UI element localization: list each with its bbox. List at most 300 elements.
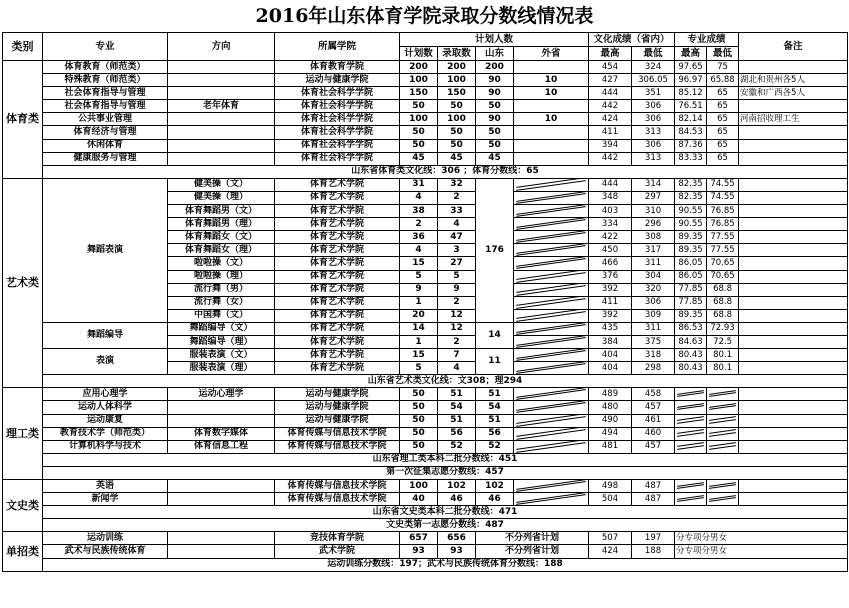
table-cell: 英语 [43,480,168,493]
table-cell: 流行舞（女） [168,296,275,309]
header-admit-count: 录取数 [438,47,476,61]
table-cell: 313 [632,126,675,139]
table-cell: 健美操（理） [168,191,275,204]
table-cell: 社会体育指导与管理 [43,87,168,100]
table-cell: 啦啦操（文） [168,257,275,270]
table-cell [739,257,848,270]
table-cell [168,126,275,139]
table-cell: 450 [589,244,632,257]
table-cell: 9 [438,283,476,296]
table-cell [739,335,848,348]
table-cell [739,309,848,322]
table-cell: 72.5 [707,335,739,348]
table-cell [707,440,739,453]
table-cell: 服装表演（理） [168,362,275,375]
table-cell: 体育艺术学院 [275,205,400,218]
table-cell: 306.05 [632,74,675,87]
table-cell: 20 [400,309,438,322]
table-cell: 2 [400,218,438,231]
table-cell: 舞蹈编导（文） [168,322,275,335]
table-cell: 体育舞蹈女（文） [168,231,275,244]
table-cell [739,493,848,506]
table-cell: 5 [438,270,476,283]
table-cell [168,532,275,545]
table-cell: 150 [438,87,476,100]
table-cell: 65.88 [707,74,739,87]
table-cell: 102 [476,480,514,493]
table-cell [675,414,707,427]
table-cell: 50 [400,126,438,139]
table-cell: 489 [589,388,632,401]
table-cell: 442 [589,152,632,165]
table-cell: 36 [400,231,438,244]
table-cell: 422 [589,231,632,244]
table-cell: 100 [438,113,476,126]
table-cell: 体育艺术学院 [275,178,400,191]
table-cell [168,61,275,74]
table-cell: 河南招收理工生 [739,113,848,126]
table-cell: 中国舞（文） [168,309,275,322]
table-cell: 90 [476,74,514,87]
table-cell: 84.63 [675,335,707,348]
table-cell [514,152,589,165]
table-cell [739,349,848,362]
table-cell: 10 [514,74,589,87]
table-cell: 分专项分男女 [675,545,848,558]
table-row [3,74,848,87]
header-category: 类别 [3,33,43,61]
table-cell [514,231,589,244]
table-cell: 体育舞蹈女（理） [168,244,275,257]
table-cell: 运动训练 [43,532,168,545]
table-cell: 197 [632,532,675,545]
table-cell [707,414,739,427]
table-cell [707,493,739,506]
table-cell: 52 [476,440,514,453]
table-cell: 体育艺术学院 [275,218,400,231]
table-cell: 444 [589,87,632,100]
table-cell: 435 [589,322,632,335]
table-cell [514,401,589,414]
table-cell [168,401,275,414]
table-cell: 流行舞（男） [168,283,275,296]
table-cell: 体育社会科学学院 [275,126,400,139]
table-cell: 351 [632,87,675,100]
table-cell: 3 [438,244,476,257]
table-row [3,480,848,493]
table-cell: 40 [400,493,438,506]
table-cell: 68.8 [707,309,739,322]
table-cell [514,191,589,204]
table-cell: 运动人体科学 [43,401,168,414]
table-cell: 51 [438,414,476,427]
table-cell: 444 [589,178,632,191]
table-cell: 411 [589,126,632,139]
header-pro: 专业成绩 [675,33,739,47]
table-cell: 4 [438,218,476,231]
table-cell: 体育数字媒体 [168,427,275,440]
table-cell: 77.85 [675,283,707,296]
table-cell: 200 [438,61,476,74]
table-cell: 83.33 [675,152,707,165]
table-row [3,440,848,453]
table-cell: 体育经济与管理 [43,126,168,139]
table-cell [675,493,707,506]
table-cell: 310 [632,205,675,218]
table-cell: 487 [632,480,675,493]
table-row [3,61,848,74]
table-cell [168,74,275,87]
table-cell: 50 [400,427,438,440]
table-cell: 体育社会科学学院 [275,113,400,126]
table-cell: 45 [438,152,476,165]
table-cell: 317 [632,244,675,257]
table-cell: 376 [589,270,632,283]
table-cell: 498 [589,480,632,493]
table-cell [514,61,589,74]
table-row [3,178,848,191]
table-cell: 65 [707,100,739,113]
table-cell: 87.36 [675,139,707,152]
table-cell: 56 [438,427,476,440]
table-cell: 442 [589,100,632,113]
table-cell: 86.53 [675,322,707,335]
table-row [3,100,848,113]
table-cell [514,427,589,440]
table-cell [739,480,848,493]
table-cell [168,152,275,165]
table-cell: 15 [400,257,438,270]
table-cell: 运动心理学 [168,388,275,401]
table-cell [514,480,589,493]
table-cell: 老年体育 [168,100,275,113]
table-cell [739,414,848,427]
table-cell: 404 [589,362,632,375]
table-cell: 427 [589,74,632,87]
table-cell [168,87,275,100]
category-liberal: 文史类 [3,480,43,532]
table-cell: 89.35 [675,231,707,244]
table-cell: 2 [438,296,476,309]
table-cell: 90 [476,113,514,126]
table-cell: 50 [400,388,438,401]
table-cell: 体育艺术学院 [275,257,400,270]
admission-score-table [2,32,848,572]
major-perform: 表演 [43,349,168,375]
header-plan: 计划人数 [400,33,589,47]
table-cell [739,440,848,453]
table-cell: 76.85 [707,205,739,218]
table-cell: 75 [707,61,739,74]
table-cell: 公共事业管理 [43,113,168,126]
table-cell: 84.53 [675,126,707,139]
table-cell: 50 [400,440,438,453]
table-cell: 324 [632,61,675,74]
table-cell: 运动与健康学院 [275,388,400,401]
table-cell: 150 [400,87,438,100]
table-cell: 65 [707,113,739,126]
table-cell: 10 [514,113,589,126]
table-cell: 12 [438,309,476,322]
table-cell [514,309,589,322]
table-cell: 运动与健康学院 [275,414,400,427]
table-cell: 体育教育学院 [275,61,400,74]
table-cell: 77.55 [707,231,739,244]
table-cell: 298 [632,362,675,375]
table-cell [739,427,848,440]
table-cell: 不分列省计划 [476,532,589,545]
table-cell [739,270,848,283]
table-cell: 100 [400,480,438,493]
table-cell [739,244,848,257]
table-cell [739,218,848,231]
header-plan-count: 计划数 [400,47,438,61]
shandong-choreo: 14 [476,322,514,348]
summary-row [3,375,848,388]
table-cell [514,218,589,231]
table-cell: 308 [632,231,675,244]
table-cell: 82.35 [675,178,707,191]
table-cell [514,178,589,191]
table-cell: 竞技体育学院 [275,532,400,545]
table-cell: 306 [632,139,675,152]
table-cell: 50 [400,139,438,152]
table-cell: 1 [400,296,438,309]
table-cell: 体育艺术学院 [275,309,400,322]
table-cell: 50 [438,126,476,139]
table-cell: 188 [632,545,675,558]
table-cell [739,139,848,152]
table-row [3,532,848,545]
header-college: 所属学院 [275,33,400,61]
single-summary: 运动训练分数线：197；武术与民族传统体育分数线：188 [43,558,848,571]
table-cell: 休闲体育 [43,139,168,152]
table-cell [739,178,848,191]
table-cell: 安徽和广西各5人 [739,87,848,100]
table-cell: 480 [589,401,632,414]
table-cell: 311 [632,322,675,335]
table-cell: 304 [632,270,675,283]
table-cell: 656 [438,532,476,545]
table-cell: 体育艺术学院 [275,283,400,296]
table-row [3,113,848,126]
table-cell [739,152,848,165]
table-cell [707,427,739,440]
table-cell: 体育传媒与信息技术学院 [275,440,400,453]
table-cell [675,388,707,401]
table-cell: 96.97 [675,74,707,87]
table-cell [675,427,707,440]
table-cell: 2 [438,191,476,204]
table-cell: 80.1 [707,362,739,375]
table-row [3,401,848,414]
table-cell [739,61,848,74]
table-cell: 82.14 [675,113,707,126]
table-row [3,545,848,558]
table-cell: 481 [589,440,632,453]
table-cell: 375 [632,335,675,348]
table-cell: 411 [589,296,632,309]
table-cell: 38 [400,205,438,218]
table-cell: 461 [632,414,675,427]
table-cell: 湖北和贵州各5人 [739,74,848,87]
table-cell: 93 [400,545,438,558]
table-cell: 1 [400,335,438,348]
table-cell: 50 [400,401,438,414]
table-cell: 89.35 [675,244,707,257]
table-cell: 体育舞蹈男（理） [168,218,275,231]
table-cell: 76.85 [707,218,739,231]
table-cell: 74.55 [707,178,739,191]
category-sports: 体育类 [3,61,43,179]
table-cell: 体育教育（师范类） [43,61,168,74]
table-cell: 计算机科学与技术 [43,440,168,453]
table-cell: 体育社会科学学院 [275,100,400,113]
table-cell: 100 [400,74,438,87]
table-cell: 68.8 [707,296,739,309]
table-cell [514,205,589,218]
table-cell: 12 [438,322,476,335]
table-cell: 100 [438,74,476,87]
table-cell: 新闻学 [43,493,168,506]
summary-row [3,165,848,178]
table-row [3,126,848,139]
table-cell: 15 [400,349,438,362]
table-cell: 体育社会科学学院 [275,139,400,152]
table-cell: 404 [589,349,632,362]
table-cell: 社会体育指导与管理 [43,100,168,113]
table-cell: 65 [707,126,739,139]
table-cell: 健康服务与管理 [43,152,168,165]
table-cell: 314 [632,178,675,191]
table-cell: 90.55 [675,218,707,231]
table-cell: 体育艺术学院 [275,244,400,257]
table-cell: 52 [438,440,476,453]
table-cell: 457 [632,440,675,453]
table-cell: 7 [438,349,476,362]
table-cell: 494 [589,427,632,440]
liberal-summary-1: 山东省文史类本科二批分数线：471 [43,506,848,519]
table-cell: 31 [400,178,438,191]
table-cell [514,440,589,453]
table-cell: 体育艺术学院 [275,322,400,335]
header-row-1 [3,33,848,47]
header-culture-low: 最低 [632,47,675,61]
table-cell [168,139,275,152]
major-choreo: 舞蹈编导 [43,322,168,348]
table-cell: 490 [589,414,632,427]
sports-summary: 山东省体育类文化线：306 ；体育分数线：65 [43,165,848,178]
header-pro-high: 最高 [675,47,707,61]
liberal-summary-2: 文史类第一志愿分数线：487 [43,519,848,532]
header-pro-low: 最低 [707,47,739,61]
table-cell: 72.93 [707,322,739,335]
table-cell [168,493,275,506]
table-cell: 320 [632,283,675,296]
table-cell [514,257,589,270]
category-art: 艺术类 [3,178,43,388]
table-cell [514,100,589,113]
table-cell: 啦啦操（理） [168,270,275,283]
table-cell: 306 [632,296,675,309]
table-cell: 5 [400,362,438,375]
table-cell: 80.1 [707,349,739,362]
table-cell: 运动与健康学院 [275,74,400,87]
table-cell: 体育信息工程 [168,440,275,453]
table-cell: 80.43 [675,349,707,362]
table-cell: 体育舞蹈男（文） [168,205,275,218]
table-cell: 46 [438,493,476,506]
table-row [3,388,848,401]
summary-row [3,453,848,466]
table-cell: 体育传媒与信息技术学院 [275,427,400,440]
table-cell: 体育艺术学院 [275,362,400,375]
table-cell: 体育艺术学院 [275,296,400,309]
table-cell: 50 [476,100,514,113]
summary-row [3,506,848,519]
category-science: 理工类 [3,388,43,480]
table-cell [514,126,589,139]
table-cell [739,205,848,218]
table-cell: 90.55 [675,205,707,218]
table-row [3,322,848,335]
table-cell: 454 [589,61,632,74]
table-cell: 14 [400,322,438,335]
table-cell [514,362,589,375]
table-cell: 90 [476,87,514,100]
table-cell: 309 [632,309,675,322]
table-cell: 50 [438,100,476,113]
table-cell: 458 [632,388,675,401]
table-cell: 应用心理学 [43,388,168,401]
table-cell: 体育艺术学院 [275,270,400,283]
summary-row [3,558,848,571]
table-cell: 74.55 [707,191,739,204]
shandong-perform: 11 [476,349,514,375]
table-cell: 93 [438,545,476,558]
table-cell: 306 [632,113,675,126]
table-cell: 97.65 [675,61,707,74]
table-cell: 424 [589,545,632,558]
major-dance: 舞蹈表演 [43,178,168,322]
table-cell: 200 [476,61,514,74]
table-row [3,349,848,362]
table-cell: 分专项分男女 [675,532,848,545]
page-title: 2016年山东体育学院录取分数线情况表 [255,5,594,27]
table-cell: 体育艺术学院 [275,335,400,348]
table-cell: 65 [707,87,739,100]
table-cell [514,139,589,152]
table-cell [514,270,589,283]
table-cell: 2 [438,335,476,348]
table-cell: 武术与民族传统体育 [43,545,168,558]
table-cell: 392 [589,283,632,296]
table-cell: 50 [438,139,476,152]
table-row [3,139,848,152]
table-cell: 77.55 [707,244,739,257]
table-cell: 504 [589,493,632,506]
table-cell: 体育社会科学学院 [275,87,400,100]
summary-row [3,466,848,479]
table-cell: 50 [400,414,438,427]
table-cell: 教育技术学（师范类） [43,427,168,440]
table-cell [707,480,739,493]
science-summary-1: 山东省理工类本科二批分数线：451 [43,453,848,466]
header-out-province: 外省 [514,47,589,61]
table-cell: 10 [514,87,589,100]
table-cell [739,126,848,139]
art-summary: 山东省艺术类文化线：文308；理294 [43,375,848,388]
